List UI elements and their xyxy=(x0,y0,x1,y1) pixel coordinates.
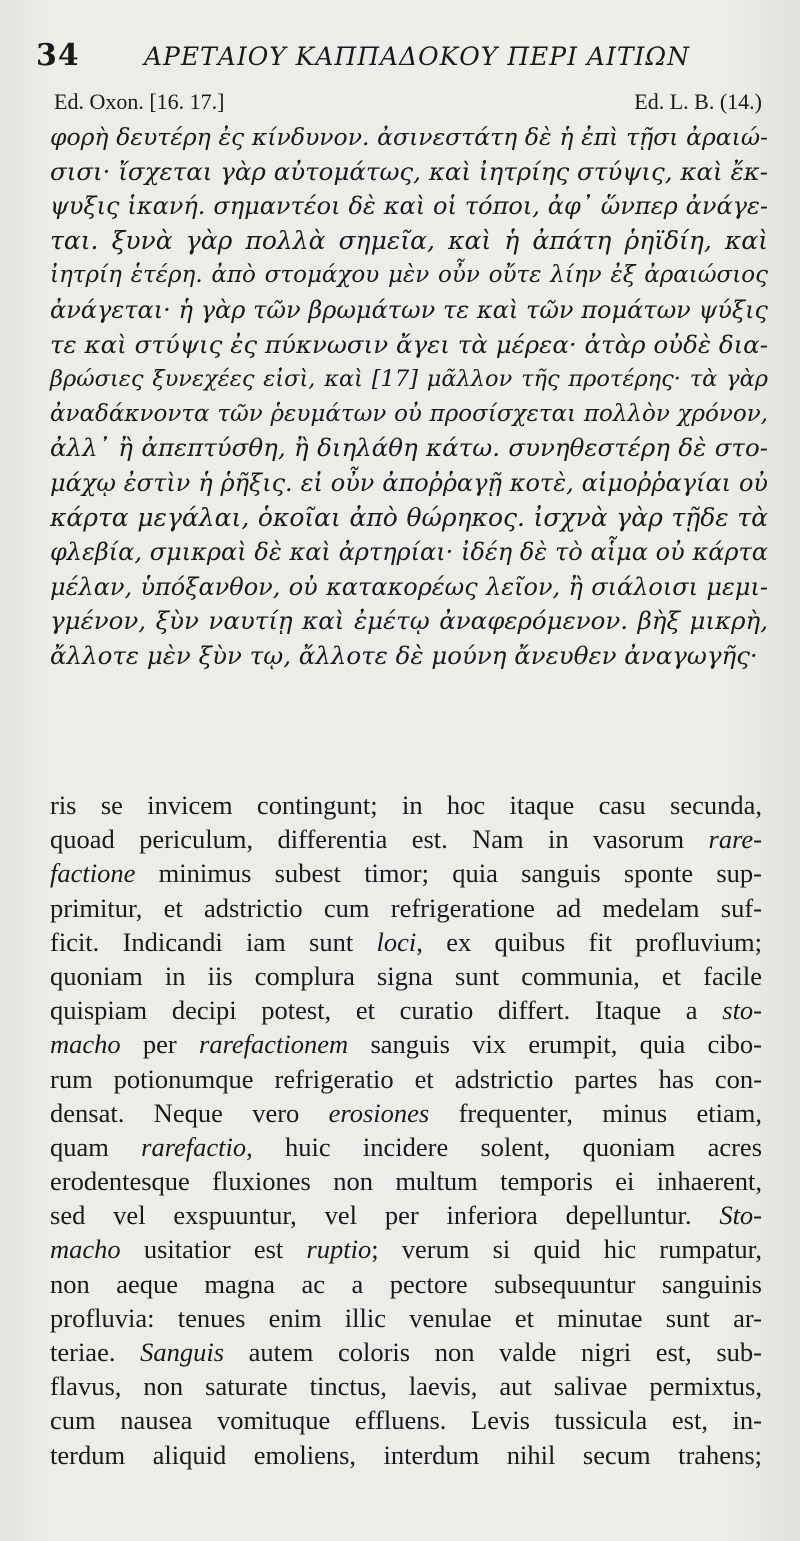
text-segment: non aeque magna ac a pectore subsequuntur sanguinis xyxy=(50,1268,762,1299)
latin-text-line xyxy=(50,788,762,822)
running-title: ΑΡΕΤΑΙΟΥ ΚΑΠΠΑΔΟΚΟΥ ΠΕΡΙ ΑΙΤΙΩΝ xyxy=(144,42,691,71)
italic-term: loci xyxy=(376,926,417,957)
text-segment: rum potionumque refrigeratio et adstrictio partes has con- xyxy=(50,1063,762,1094)
greek-text-line: φλεβία, σμικραὶ δὲ καὶ ἀρτηρίαι· ἰδέη δὲ τὸ αἷμα οὐ κάρτα xyxy=(50,538,768,567)
greek-text-line: ἀναδάκνοντα τῶν ῥευμάτων οὐ προσίσχεται πολλὸν χρόνον, xyxy=(50,400,768,427)
greek-text-line: τε καὶ στύψις ἐς πύκνωσιν ἄγει τὰ μέρεα· ἀτὰρ οὐδὲ δια- xyxy=(50,329,768,359)
greek-text-line: μέλαν, ὑπόξανθον, οὐ κατακορέως λεῖον, ἢ σιάλοισι μεμι- xyxy=(50,572,768,601)
text-segment: quam xyxy=(50,1131,142,1162)
italic-term: Sto- xyxy=(719,1200,762,1231)
latin-text-line xyxy=(50,1130,762,1164)
text-segment: sed vel exspuuntur, vel per inferiora depelluntur. xyxy=(50,1200,720,1231)
latin-text-line xyxy=(50,1403,762,1437)
edition-oxon-reference: Ed. Oxon. [16. 17.] xyxy=(54,89,225,114)
greek-text-line: ται. ξυνὰ γὰρ πολλὰ σημεῖα, καὶ ἡ ἀπάτη ῥηϊδίη, καὶ xyxy=(50,225,768,255)
text-segment: quispiam decipi potest, et curatio differt. Itaque a xyxy=(50,995,723,1026)
text-segment: terdum aliquid emoliens, interdum nihil secum trahens; xyxy=(50,1439,762,1470)
greek-text-line: ψυξις ἱκανή. σημαντέοι δὲ καὶ οἱ τόποι, ἀφ᾽ ὥνπερ ἀνάγε- xyxy=(50,192,768,221)
italic-term: rare- xyxy=(708,824,762,855)
text-segment: autem coloris non valde nigri est, sub- xyxy=(224,1337,762,1367)
greek-text-block xyxy=(50,120,768,674)
latin-text-line xyxy=(50,1027,762,1061)
text-segment: quoad periculum, differentia est. Nam in vasorum xyxy=(50,824,709,855)
greek-text-line: ἰητρίη ἑτέρη. ἀπὸ στομάχου μὲν οὖν οὔτε λίην ἐξ ἀραιώσιος xyxy=(50,262,768,289)
latin-text-line xyxy=(50,993,762,1027)
latin-text-line xyxy=(50,1438,762,1472)
greek-text-line: γμένον, ξὺν ναυτίῃ καὶ ἐμέτῳ ἀναφερόμενον. βὴξ μικρὴ, xyxy=(50,606,768,636)
text-segment: , huic incidere solent, quoniam acres xyxy=(246,1131,763,1162)
greek-text-line: ἀνάγεται· ἡ γὰρ τῶν βρωμάτων τε καὶ τῶν πομάτων ψύξις xyxy=(50,295,768,324)
text-segment: primitur, et adstrictio cum refrigeratione ad medelam suf- xyxy=(50,892,762,923)
italic-term: Sanguis xyxy=(140,1337,225,1367)
page-number: 34 xyxy=(36,38,80,73)
italic-term: rarefactionem xyxy=(199,1029,349,1060)
greek-text-line: βρώσιες ξυνεχέες εἰσὶ, καὶ [17] μᾶλλον τῆς προτέρης· τὰ γὰρ xyxy=(50,366,768,393)
greek-text-line: σισι· ἴσχεται γὰρ αὐτομάτως, καὶ ἰητρίης στύψις, καὶ ἔκ- xyxy=(50,156,768,186)
greek-text-line: ἀλλ᾽ ἢ ἀπεπτύσθη, ἢ διηλάθη κάτω. συνηθεστέρη δὲ στο- xyxy=(50,433,768,463)
text-segment: ficit. Indicandi iam sunt xyxy=(50,926,377,957)
text-segment: ; verum si quid hic rumpatur, xyxy=(371,1234,762,1265)
text-segment: densat. Neque vero xyxy=(50,1097,329,1128)
latin-text-line xyxy=(50,891,762,925)
edition-reference-row xyxy=(54,89,762,119)
latin-text-line xyxy=(50,856,762,890)
latin-text-line xyxy=(50,1164,762,1198)
latin-text-line xyxy=(50,959,762,993)
italic-term: factione xyxy=(50,858,136,889)
text-segment: minimus subest timor; quia sanguis sponte sup- xyxy=(135,858,762,889)
italic-term: erosiones xyxy=(328,1097,430,1128)
greek-text-line: κάρτα μεγάλαι, ὁκοῖαι ἀπὸ θώρηκος. ἰσχνὰ γὰρ τῇδε τὰ xyxy=(50,502,768,532)
text-segment: ris se invicem contingunt; in hoc itaque casu secunda, xyxy=(50,790,762,820)
latin-text-line xyxy=(50,1232,762,1266)
text-segment: profluvia: tenues enim illic venulae et minutae sunt ar- xyxy=(50,1302,762,1333)
page-header xyxy=(36,38,776,78)
text-segment: quoniam in iis complura signa sunt communia, et facile xyxy=(50,960,762,991)
italic-term: rarefactio xyxy=(141,1131,247,1162)
italic-term: sto- xyxy=(722,995,762,1026)
text-segment: flavus, non saturate tinctus, laevis, aut salivae permixtus, xyxy=(50,1371,762,1402)
text-segment: usitatior est xyxy=(120,1234,307,1265)
latin-text-line xyxy=(50,1267,762,1301)
text-segment: teriae. xyxy=(50,1337,141,1367)
latin-text-line xyxy=(50,1198,762,1232)
latin-text-line xyxy=(50,925,762,959)
text-segment: cum nausea vomituque effluens. Levis tussicula est, in- xyxy=(50,1405,762,1436)
text-segment: erodentesque fluxiones non multum temporis ei inhaerent, xyxy=(50,1166,762,1197)
latin-text-line xyxy=(50,1335,762,1369)
italic-term: macho xyxy=(50,1029,121,1060)
latin-text-line xyxy=(50,1096,762,1130)
italic-term: macho xyxy=(50,1234,121,1265)
text-segment: sanguis vix erumpit, quia cibo- xyxy=(348,1029,762,1060)
latin-text-block xyxy=(50,788,762,1472)
text-segment: , ex quibus fit profluvium; xyxy=(416,926,762,957)
greek-text-line: φορὴ δευτέρη ἐς κίνδυνον. ἀσινεστάτη δὲ ἡ ἐπὶ τῇσι ἀραιώ- xyxy=(50,123,768,151)
greek-text-line: μάχῳ ἐστὶν ἡ ῥῆξις. εἰ οὖν ἀποῤῥαγῇ κοτὲ, αἱμοῤῥαγίαι οὐ xyxy=(50,468,768,497)
text-segment: frequenter, minus etiam, xyxy=(429,1097,762,1128)
greek-text-line: ἄλλοτε μὲν ξὺν τῳ, ἄλλοτε δὲ μούνη ἄνευθεν ἀναγωγῆς· xyxy=(50,640,758,670)
italic-term: ruptio xyxy=(306,1234,372,1265)
edition-lb-reference: Ed. L. B. (14.) xyxy=(634,89,762,114)
latin-text-line xyxy=(50,1369,762,1403)
latin-text-line xyxy=(50,1301,762,1335)
latin-text-line xyxy=(50,1062,762,1096)
latin-text-line xyxy=(50,822,762,856)
text-segment: per xyxy=(120,1029,200,1060)
